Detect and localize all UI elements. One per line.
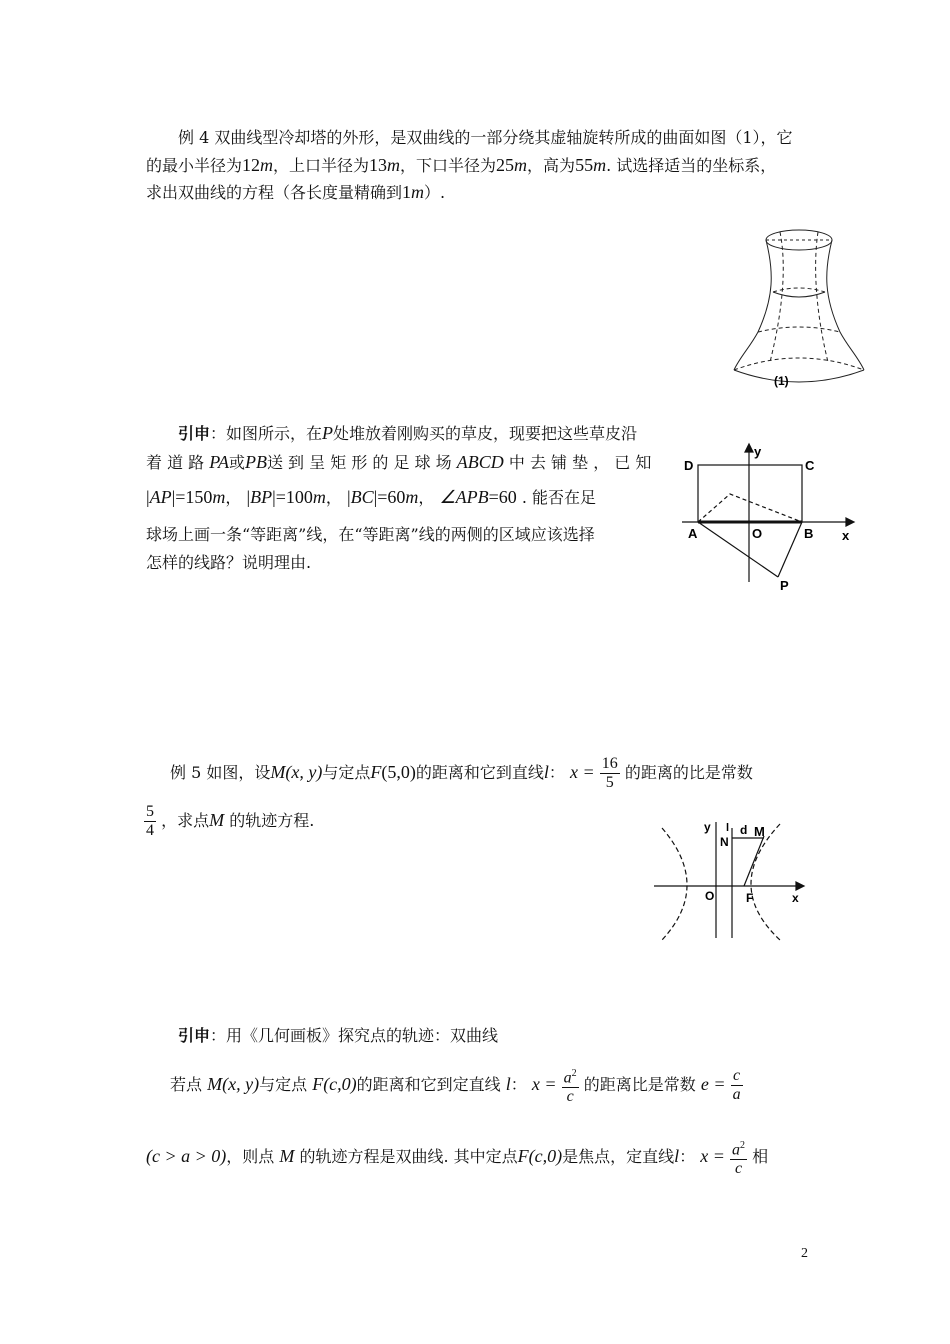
ext2-line-2: 若点 M(x, y)与定点 F(c,0)的距离和它到定直线 l： x = $\frac{a^2}{c}$ 的距离比是常数 e = $\frac{c}{a}$ (170, 1064, 743, 1106)
ext1-line-1: 引申：如图所示，在P处堆放着刚购买的草皮，现要把这些草皮沿 (178, 423, 638, 443)
hyperbola-figure (650, 818, 810, 942)
fig3-M-label: M (754, 824, 765, 839)
ext1-line-5: 怎样的线路？说明理由. (146, 553, 312, 572)
football-field-figure (678, 442, 860, 592)
ext2-line-3: (c > a > 0)，则点 M 的轨迹方程是双曲线. 其中定点F(c,0)是焦点，定直线l： x = $\frac{a^2}{c}$ 相 (146, 1136, 768, 1178)
frac-5-4: $\frac{5}{4}$ (146, 803, 154, 839)
fig3-x-label: x (792, 891, 799, 905)
ex5-line-1: 例 5 如图，设M(x, y)与定点F(5,0)的距离和它到直线l： x = $\frac{16}{5}$ 的距离的比是常数 (170, 755, 753, 791)
fig3-O-label: O (705, 889, 715, 903)
fig3-F-label: F (746, 891, 754, 905)
ex4-line-1: 例 4 双曲线型冷却塔的外形，是双曲线的一部分绕其虚轴旋转所成的曲面如图（1），它 (178, 128, 793, 147)
ex4-line-2: 的最小半径为12m，上口半径为13m，下口半径为25m，高为55m. 试选择适当的坐标系， (146, 155, 777, 175)
fig2-D-label: D (684, 458, 694, 473)
ex5-line-2: $\frac{5}{4}$ ，求点M 的轨迹方程. (146, 803, 315, 839)
ext1-line-4: 球场上画一条“等距离”线，在“等距离”线的两侧的区域应该选择 (146, 525, 595, 544)
fig2-P-label: P (780, 578, 789, 592)
ext2-line-1: 引申：用《几何画板》探究点的轨迹：双曲线 (178, 1026, 499, 1045)
fig2-C-label: C (805, 458, 815, 473)
fig2-O-label: O (752, 526, 763, 541)
fig2-B-label: B (804, 526, 814, 541)
fig2-A-label: A (688, 526, 698, 541)
frac-c-a: $\frac{c}{a}$ (732, 1067, 741, 1103)
fig3-N-label: N (720, 835, 729, 849)
cooling-tower-figure (722, 222, 872, 388)
fig1-label: (1) (774, 374, 789, 388)
ext1-line-2: 着 道 路 PA或PB送 到 呈 矩 形 的 足 球 场 ABCD 中 去 铺 垫 ， 已 知 (146, 452, 652, 472)
fig2-x-label: x (842, 528, 850, 543)
fig2-y-label: y (754, 444, 762, 459)
fig3-y-label: y (704, 820, 711, 834)
ext1-line-3: |AP|=150m， |BP|=100m， |BC|=60m， ∠APB=60 . 能否在足 (146, 487, 597, 507)
fig3-d-label: d (740, 823, 748, 837)
ex4-line-3: 求出双曲线的方程（各长度量精确到1m）. (146, 182, 446, 202)
frac-a2-c-2: $\frac{a^2}{c}$ (730, 1137, 747, 1178)
fig3-l-label: l (726, 822, 730, 834)
frac-16-5: $\frac{16}{5}$ (601, 755, 618, 791)
page-number: 2 (801, 1246, 808, 1261)
frac-a2-c: $\frac{a^2}{c}$ (562, 1065, 579, 1106)
